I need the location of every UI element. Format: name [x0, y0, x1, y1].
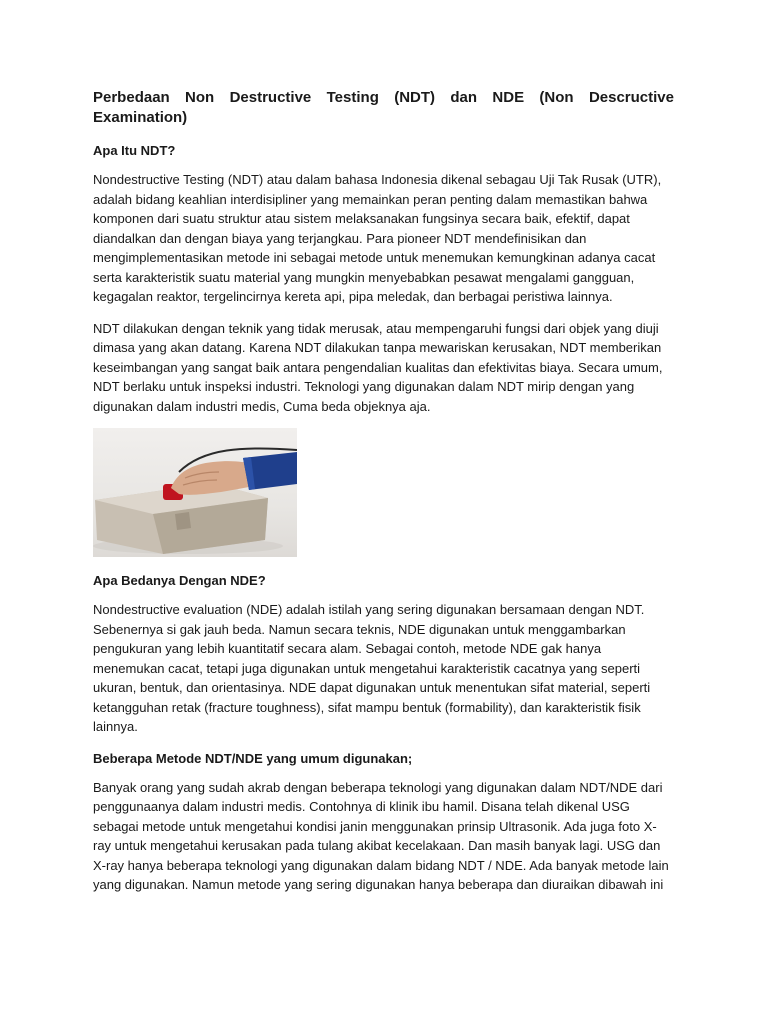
document-page: [93, 88, 674, 907]
section-heading-metode-ndt-nde: Beberapa Metode NDT/NDE yang umum digunakan;: [93, 750, 413, 766]
paragraph: Nondestructive evaluation (NDE) adalah istilah yang sering digunakan bersamaan dengan NDT. Sebenernya si gak jauh beda. Namun secara teknis, NDE digunakan untuk menggambarkan pengukuran yang lebih kuantitatif secara alam. Sebagai contoh, metode NDE gak hanya menemukan cacat, tetapi juga digunakan untuk mengetahui karakteristik cacatnya yang seperti ukuran, bentuk, dan orientasinya. NDE dapat digunakan untuk menentukan sifat material, seperti ketangguhan retak (fracture toughness), sifat mampu bentuk (formability), dan karakteristik fisik lainnya.: [93, 602, 651, 734]
ultrasonic-testing-illustration: [93, 428, 297, 557]
section-heading-apa-itu-ndt: Apa Itu NDT?: [93, 143, 176, 158]
section-heading-apa-bedanya-dengan-nde: Apa Bedanya Dengan NDE?: [93, 573, 266, 588]
ultrasonic-testing-photo: [93, 428, 297, 557]
document-title: Perbedaan Non Destructive Testing (NDT) dan NDE (Non Descructive Examination): [93, 89, 674, 126]
paragraph: NDT dilakukan dengan teknik yang tidak merusak, atau mempengaruhi fungsi dari objek yang diuji dimasa yang akan datang. Karena NDT dilakukan tanpa mewariskan kerusakan, NDT memberikan keseimbangan yang sangat baik antara pengendalian kualitas dan efektivitas biaya. Secara umum, NDT berlaku untuk inspeksi industri. Teknologi yang digunakan dalam NDT mirip dengan yang digunakan dalam industri medis, Cuma beda objeknya aja.: [93, 320, 663, 414]
paragraph: Banyak orang yang sudah akrab dengan beberapa teknologi yang digunakan dalam NDT/NDE dari penggunaanya dalam industri medis. Contohnya di klinik ibu hamil. Disana telah dikenal USG sebagai metode untuk mengetahui kondisi janin menggunakan prinsip Ultrasonik. Ada juga foto X-ray untuk mengetahui kerusakan pada tulang akibat kecelakaan. Dan masih banyak lagi. USG dan X-ray hanya beberapa teknologi yang digunakan dalam bidang NDT / NDE. Ada banyak metode lain yang digunakan. Namun metode yang sering digunakan hanya beberapa dan diuraikan dibawah ini: [93, 779, 669, 892]
paragraph: Nondestructive Testing (NDT) atau dalam bahasa Indonesia dikenal sebagau Uji Tak Rusak (UTR), adalah bidang keahlian interdisipliner yang memainkan peran penting dalam memastikan bahwa komponen dari suatu struktur atau sistem melaksanakan fungsinya secara baik, efektif, dapat diandalkan dan dengan biaya yang terjangkau. Para pioneer NDT mendefinisikan dan mengimplementasikan metode ini sebagai metode untuk menemukan kemungkinan adanya cacat serta karakteristik suatu material yang mungkin menyebabkan pesawat mengalami gangguan, kegagalan reaktor, tergelincirnya kereta api, pipa meledak, dan berbagai peristiwa lainnya.: [93, 172, 662, 304]
